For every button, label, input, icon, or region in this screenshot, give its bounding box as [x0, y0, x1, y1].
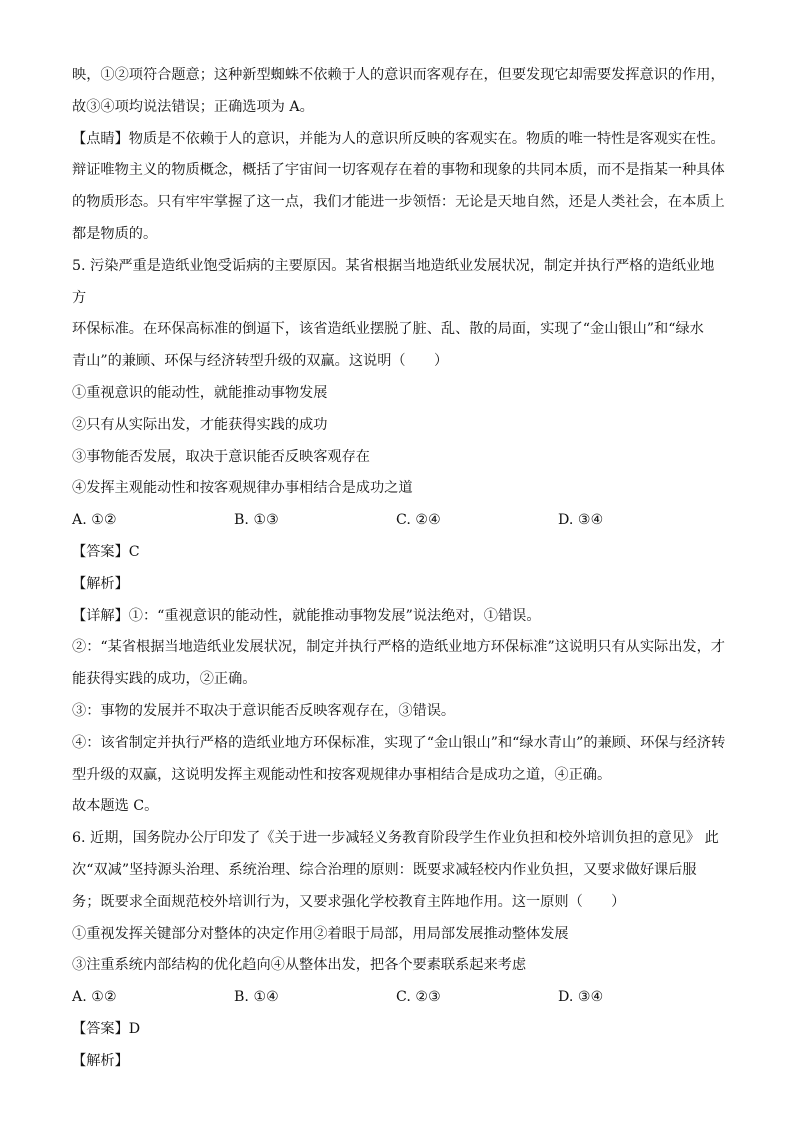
- question-stem-line: 青山”的兼顾、环保与经济转型升级的双赢。这说明（ ）: [72, 353, 449, 370]
- text-line: 映，①②项符合题意；这种新型蜘蛛不依赖于人的意识而客观存在，但要发现它却需要发挥意识的作用，: [72, 67, 725, 83]
- statement-item: ③事物能否发展，取决于意识能否反映客观存在: [72, 448, 370, 465]
- detail-line: 型升级的双赢，这说明发挥主观能动性和按客观规律办事相结合是成功之道，④正确。: [72, 766, 612, 783]
- question-stem-line: 6. 近期，国务院办公厅印发了《关于进一步减轻义务教育阶段学生作业负担和校外培训负担的意见》 此: [72, 830, 719, 847]
- text-line: 辩证唯物主义的物质概念，概括了宇宙间一切客观存在着的事物和现象的共同本质，而不是指某一种具体: [72, 162, 725, 179]
- question-stem-line: 环保标准。在环保高标准的倒逼下，该省造纸业摆脱了脏、乱、散的局面，实现了“金山银山”和“绿水: [72, 321, 704, 338]
- question-stem-line: 务；既要求全面规范校外培训行为，又要求强化学校教育主阵地作用。这一原则（ ）: [72, 893, 626, 910]
- answer-options: [72, 505, 726, 537]
- answer-options: [72, 982, 726, 1014]
- option-c: C. ②④: [396, 512, 441, 529]
- option-c: C. ②③: [396, 989, 441, 1006]
- option-a: A. ①②: [72, 989, 117, 1006]
- text-line: 都是物质的。: [72, 225, 158, 242]
- analysis-label: 【解析】: [72, 575, 129, 592]
- statement-item: ④发挥主观能动性和按客观规律办事相结合是成功之道: [72, 480, 413, 497]
- statement-item: ①重视发挥关键部分对整体的决定作用②着眼于局部，用局部发展推动整体发展: [72, 925, 569, 942]
- option-b: B. ①③: [234, 512, 279, 529]
- answer-label: 【答案】D: [72, 1020, 141, 1037]
- question-6: [72, 823, 726, 1077]
- statement-item: ③注重系统内部结构的优化趋向④从整体出发，把各个要素联系起来考虑: [72, 957, 527, 974]
- option-b: B. ①④: [234, 989, 279, 1006]
- question-stem-line: 5. 污染严重是造纸业饱受诟病的主要原因。某省根据当地造纸业发展状况，制定并执行严格的造纸业地方: [72, 257, 715, 306]
- detail-line: 能获得实践的成功，②正确。: [72, 671, 257, 688]
- detail-line: 故本题选 C。: [72, 798, 159, 815]
- document-page: [72, 60, 726, 1078]
- option-d: D. ③④: [558, 512, 604, 529]
- statement-item: ①重视意识的能动性，就能推动事物发展: [72, 384, 328, 401]
- key-point-line: 【点睛】物质是不依赖于人的意识，并能为人的意识所反映的客观实在。物质的唯一特性是客观实在性。: [72, 130, 725, 147]
- analysis-label: 【解析】: [72, 1052, 129, 1069]
- option-a: A. ①②: [72, 512, 117, 529]
- detail-line: ④：该省制定并执行严格的造纸业地方环保标准，实现了“金山银山”和“绿水青山”的兼顾、环保与经济转: [72, 734, 726, 751]
- question-5: [72, 251, 726, 823]
- answer-label: 【答案】C: [72, 543, 140, 560]
- statement-item: ②只有从实际出发，才能获得实践的成功: [72, 416, 328, 433]
- detail-line: 【详解】①：“重视意识的能动性，就能推动事物发展”说法绝对，①错误。: [72, 607, 541, 624]
- question-stem-line: 次“双减”坚持源头治理、系统治理、综合治理的原则：既要求减轻校内作业负担，又要求做好课后服: [72, 861, 697, 878]
- text-line: 故③④项均说法错误；正确选项为 A。: [72, 98, 314, 115]
- detail-line: ③：事物的发展并不取决于意识能否反映客观存在，③错误。: [72, 702, 456, 719]
- detail-line: ②：“某省根据当地造纸业发展状况，制定并执行严格的造纸业地方环保标准”这说明只有从实际出发，才: [72, 639, 725, 656]
- text-line: 的物质形态。只有牢牢掌握了这一点，我们才能进一步领悟：无论是天地自然，还是人类社会，在本质上: [72, 194, 725, 211]
- option-d: D. ③④: [558, 989, 604, 1006]
